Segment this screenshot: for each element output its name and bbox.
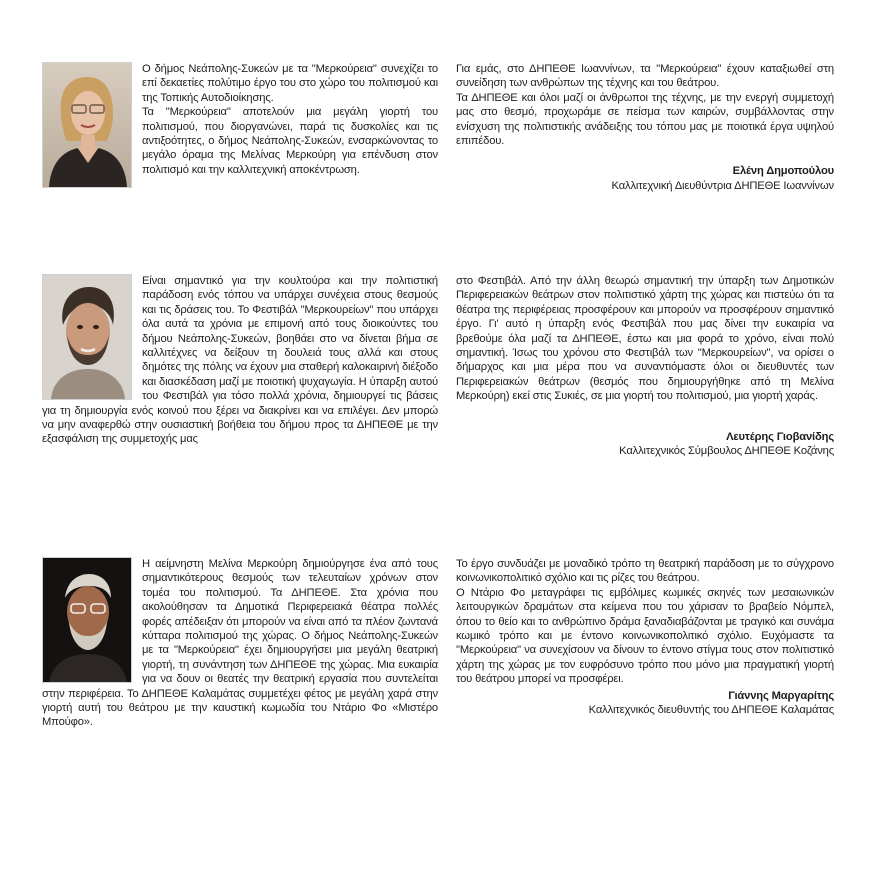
woman-portrait-photo	[42, 62, 132, 188]
signature-name: Λευτέρης Γιοβανίδης	[726, 430, 834, 443]
signature-name: Ελένη Δημοπούλου	[732, 165, 834, 178]
left-column	[42, 62, 438, 188]
older-man-portrait-photo	[42, 557, 132, 683]
signature	[456, 164, 834, 193]
man-portrait-photo	[42, 274, 132, 400]
signature	[456, 689, 834, 718]
paragraph: Τα "Μερκούρεια" αποτελούν μια μεγάλη γιορτή του πολιτισμού, που διοργανώνει, παρά τις δυσκολίες και τις αντιξοότητες, ο δήμος Νεάπολης-Συκεών, ενσαρκώνοντας το μεγάλο όραμα της Μελίνας Μερκούρη για επένδυση στον πολιτισμό και την καλλιτεχνική αποκέντρωση.	[142, 106, 438, 176]
paragraph: στο Φεστιβάλ. Από την άλλη θεωρώ σημαντική την ύπαρξη των Δημοτικών Περιφερειακών θεάτρων στον πολιτιστικό χάρτη της χώρας και πιστεύω ότι τα θέατρα της περιφέρειας προσφέρουν και μπορούν να προσφέρουν σημαντικό έργο. Γι' αυτό η ύπαρξη ενός Φεστιβάλ που μας δίνει την ευκαιρία να βρεθούμε όλα μαζί τα ΔΗΠΕΘΕ, έστω και μια φορά το χρόνο, είναι πολύ σημαντική. Ίσως του χρόνου στο Φεστιβάλ των "Μερκουρείων", να ορίσει ο δήμαρχος και μια μέρα που να συναντιόμαστε όλοι οι διευθυντές των Περιφερειακών θεάτρων (θεσμός που δημιουργήθηκε από τη Μελίνα Μερκούρη) εκεί στις Συκιές, σε μια γιορτή του πολιτισμού, μια γιορτή χαράς.	[456, 275, 834, 403]
paragraph: Για εμάς, στο ΔΗΠΕΘΕ Ιωαννίνων, τα "Μερκούρεια" έχουν καταξιωθεί στη συνείδηση των ανθρώπων της τέχνης και του θεάτρου.	[456, 63, 834, 90]
signature-role: Καλλιτεχνικός Σύμβουλος ΔΗΠΕΘΕ Κοζάνης	[619, 445, 834, 458]
left-column	[42, 557, 438, 730]
right-column	[456, 274, 834, 458]
signature-role: Καλλιτεχνική Διευθύντρια ΔΗΠΕΘΕ Ιωαννίνων	[611, 179, 834, 192]
paragraph: Τα ΔΗΠΕΘΕ και όλοι μαζί οι άνθρωποι της τέχνης, με την ενεργή συμμετοχή μας στο θεσμό, προχωράμε σε πείσμα των καιρών, συμβάλλοντας στην ενίσχυση της πολιτιστικής ανάδειξης του τόπου μας με ποιοτικά έργα υψηλού επιπέδου.	[456, 91, 834, 148]
paragraph: Είναι σημαντικό για την κουλτούρα και την πολιτιστική παράδοση ενός τόπου να υπάρχει συνέχεια στους θεσμούς και τις δράσεις του. Το Φεστιβάλ "Μερκουρείων" που υπάρχει όλα αυτά τα χρόνια με επιμονή από τους διοικούντες του δήμου Νεάπολης-Συκεών, βοηθάει στο να δίνεται βήμα σε καλλιτέχνες να δείξουν τη δουλειά τους αλλά και στους δημότες της πόλης να έχουν μια σταθερή καλοκαιρινή διέξοδο και διασκέδαση μαζί με ποιοτική ψυχαγωγία. Η ύπαρξη αυτού του Φεστιβάλ για τόσο πολλά χρόνια, δημιουργεί τις βάσεις για τη δημιουργία ενός κοινού που ξέρει να διακρίνει και να επιλέγει. Δεν μπορώ να μην αναφερθώ στην ουσιαστική βοήθεια του δήμου προς τα ΔΗΠΕΘΕ με την εξασφάλιση της συμμετοχής μας	[42, 275, 438, 446]
paragraph: Το έργο συνδυάζει με μοναδικό τρόπο τη θεατρική παράδοση με το σύγχρονο κοινωνικοπολιτικό σχόλιο και τις ρίζες του θεάτρου.	[456, 558, 834, 585]
right-column	[456, 62, 834, 193]
left-column	[42, 274, 438, 447]
paragraph: Ο δήμος Νεάπολης-Συκεών με τα "Μερκούρεια" συνεχίζει το επί δεκαετίες πολύτιμο έργο του στο χώρο του πολιτισμού και της Τοπικής Αυτοδιοίκησης.	[142, 63, 438, 104]
right-column	[456, 557, 834, 717]
signature-name: Γιάννης Μαργαρίτης	[728, 689, 834, 702]
signature	[456, 430, 834, 459]
paragraph: Η αείμνηστη Μελίνα Μερκούρη δημιούργησε ένα από τους σημαντικότερους θεσμούς των τελευταίων χρόνων στον τομέα του πολιτισμού. Τα ΔΗΠΕΘΕ. Στα χρόνια που ακολούθησαν τα Δημοτικά Περιφερειακά θέατρα πολλές φορές απέδειξαν ότι μπορούν να είναι από τα πλέον ζωντανά κύτταρα πολιτισμού της χώρας. Ο δήμος Νεάπολης-Συκεών με τα "Μερκούρεια" έχει δημιουργήσει μια μεγάλη θεατρική γιορτή, τη συνάντηση των ΔΗΠΕΘΕ της χώρας. Μια ευκαιρία για να δουν οι θεατές την θεατρική εργασία που συντελείται στην περιφέρεια. Το ΔΗΠΕΘΕ Καλαμάτας συμμετέχει φέτος με μεγάλη χαρά στην γιορτή αυτή του θεάτρου με την καυστική κωμωδία του Ντάριο Φο «Μιστέρο Μπούφο».	[42, 558, 438, 729]
paragraph: Ο Ντάριο Φο μεταγράφει τις εμβόλιμες κωμικές σκηνές των μεσαιωνικών λειτουργικών δραμάτων στα κείμενα που του χάρισαν το βραβείο Νόμπελ, όπου το θείο και το ανθρώπινο δράμα ξαναδιαβάζονται με τραγικό και συνάμα κωμικό τρόπο και με έντονο κοινωνικοπολιτικό σχόλιο. Ευχόμαστε τα "Μερκούρεια" να συνεχίσουν να δίνουν το έντονο στίγμα τους στον πολιτιστικό χάρτη της χώρας με τον ευφρόσυνο τρόπο που μόνο μια πραγματική γιορτή του θεάτρου μπορεί να προσφέρει.	[456, 586, 834, 686]
signature-role: Καλλιτεχνικός διευθυντής του ΔΗΠΕΘΕ Καλαμάτας	[588, 704, 834, 717]
